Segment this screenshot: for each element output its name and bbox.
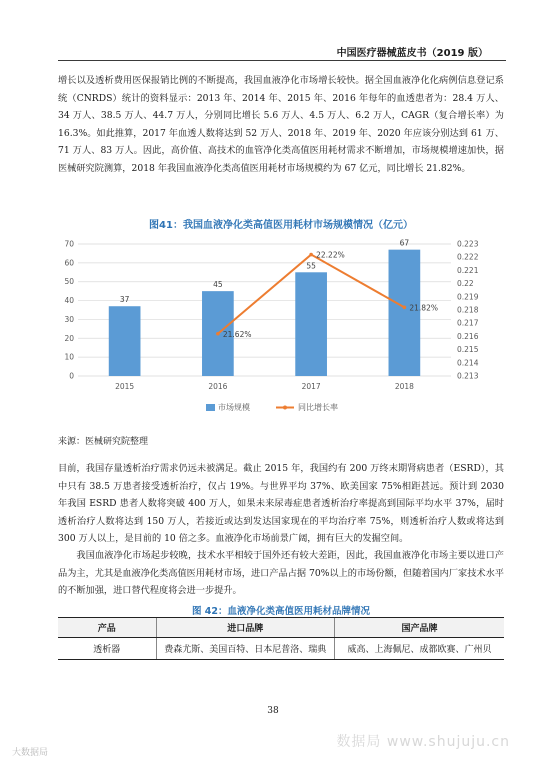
y-left-tick-label: 60: [64, 258, 74, 268]
y-right-tick-label: 0.218: [457, 305, 479, 315]
chart-source: 来源：医械研究院整理: [58, 437, 149, 447]
y-right-tick-label: 0.216: [457, 331, 479, 341]
table-title: 图 42：血液净化类高值医用耗材品牌情况: [191, 606, 371, 617]
x-tick-label: 2016: [208, 382, 228, 391]
table-cell-import: 费森尤斯、美国百特、日本尼普洛、瑞典: [156, 638, 334, 660]
chart-title: 图41：我国血液净化类高值医用耗材市场规模情况（亿元）: [149, 220, 413, 231]
bar-value-label: 45: [213, 280, 223, 290]
y-left-tick-label: 30: [64, 314, 74, 324]
bar-value-label: 37: [119, 295, 130, 305]
page-number: 38: [267, 706, 279, 716]
y-right-tick-label: 0.223: [457, 239, 479, 249]
y-right-tick-label: 0.219: [457, 292, 479, 302]
legend-swatch-bar: [206, 404, 215, 411]
bar-value-label: 55: [306, 261, 316, 271]
y-left-tick-label: 70: [64, 239, 74, 249]
y-right-tick-label: 0.222: [457, 252, 479, 262]
table-cell-product: 透析器: [58, 638, 156, 660]
bar: [295, 272, 327, 376]
table-row: [58, 638, 504, 660]
line-point: [403, 306, 407, 310]
paragraph-3: 我国血液净化市场起步较晚，技术水平相较于国外还有较大差距，因此，我国血液净化市场主要以进口产品为主，尤其是血液净化类高值医用耗材市场，进口产品占据 70%以上的市场份额，但随着国内厂家技术水平的不断加强，进口替代程度将会进一步提升。: [58, 550, 504, 596]
y-left-tick-label: 50: [64, 277, 74, 287]
y-right-tick-label: 0.22: [457, 279, 474, 289]
line-value-label: 21.62%: [222, 329, 252, 339]
y-left-tick-label: 10: [64, 352, 74, 362]
bar: [389, 250, 421, 376]
watermark-right: 数据局 www.shujuju.cn: [336, 734, 510, 750]
watermark-left: 大数据局: [12, 748, 49, 758]
header-title: 中国医疗器械蓝皮书（2019 版）: [336, 48, 488, 59]
line-point: [216, 332, 220, 336]
market-size-chart: [58, 230, 504, 426]
y-right-tick-label: 0.217: [457, 318, 479, 328]
y-right-tick-label: 0.214: [457, 358, 479, 368]
table-cell-domestic: 威高、上海佩尼、成都欧赛、广州贝: [335, 638, 505, 660]
x-tick-label: 2018: [394, 382, 414, 391]
header-rule: [58, 60, 506, 61]
y-right-tick-label: 0.215: [457, 345, 479, 355]
y-left-tick-label: 0: [69, 371, 74, 381]
y-left-tick-label: 40: [64, 296, 74, 306]
x-tick-label: 2017: [301, 382, 321, 391]
legend-marker: [283, 406, 287, 410]
y-right-tick-label: 0.221: [457, 265, 479, 275]
bar: [109, 306, 141, 376]
brand-table: [58, 617, 504, 660]
line-point: [309, 253, 313, 257]
y-right-tick-label: 0.213: [457, 371, 479, 381]
paragraph-1: 增长以及透析费用医保报销比例的不断提高，我国血液净化市场增长较快。据全国血液净化化病例信息登记系统（CNRDS）统计的资料显示：2013 年、2014 年、2015 年、2016 年每年的血透患者为：28.4 万人、34 万人、38.5 万人、44.7 万人，分别同比增长 5.6 万人、4.5 万人、6.2 万人，CAGR（复合增长率）为 16.3%。如此推算，2017 年血透人数将达到 52 万人、2018 年、2019 年、2020 年应该分别达到 61 万、71 万人、83 万人。因此，高价值、高技术的血管净化类高值医用耗材需求不断增加，市场规模增速加快，据医械研究院测算，2018 年我国血液净化类高值医用耗材市场规模约为 67 亿元，同比增长 21.82%。: [58, 75, 504, 174]
y-left-tick-label: 20: [64, 333, 74, 343]
line-value-label: 21.82%: [409, 303, 438, 313]
table-header-domestic: 国产品牌: [335, 618, 505, 638]
table-header-product: 产品: [58, 618, 156, 638]
x-tick-label: 2015: [115, 382, 135, 391]
bar-value-label: 67: [399, 238, 410, 248]
chart-legend: [206, 402, 338, 412]
table-header-import: 进口品牌: [156, 618, 334, 638]
paragraph-2: 目前，我国存量透析治疗需求仍远未被满足。截止 2015 年，我国约有 200 万终末期肾病患者（ESRD），其中只有 38.5 万患者接受透析治疗，仅占 19%。与世界平均 37%、欧美国家 75%相距甚远。预计到 2030 年我国 ESRD 患者人数将突破 400 万人，如果未来尿毒症患者透析治疗率提高到国际平均水平 37%，届时透析治疗人数将达到 150 万人，若接近或达到发达国家现在的平均治疗率 75%，则透析治疗人数或将达到 300 万人以上，是目前的 10 倍之多。血液净化市场前景广阔，拥有巨大的发掘空间。: [58, 463, 504, 544]
legend-label: 市场规模: [218, 403, 250, 412]
line-value-label: 22.22%: [316, 250, 345, 260]
legend-label: 同比增长率: [298, 403, 338, 412]
